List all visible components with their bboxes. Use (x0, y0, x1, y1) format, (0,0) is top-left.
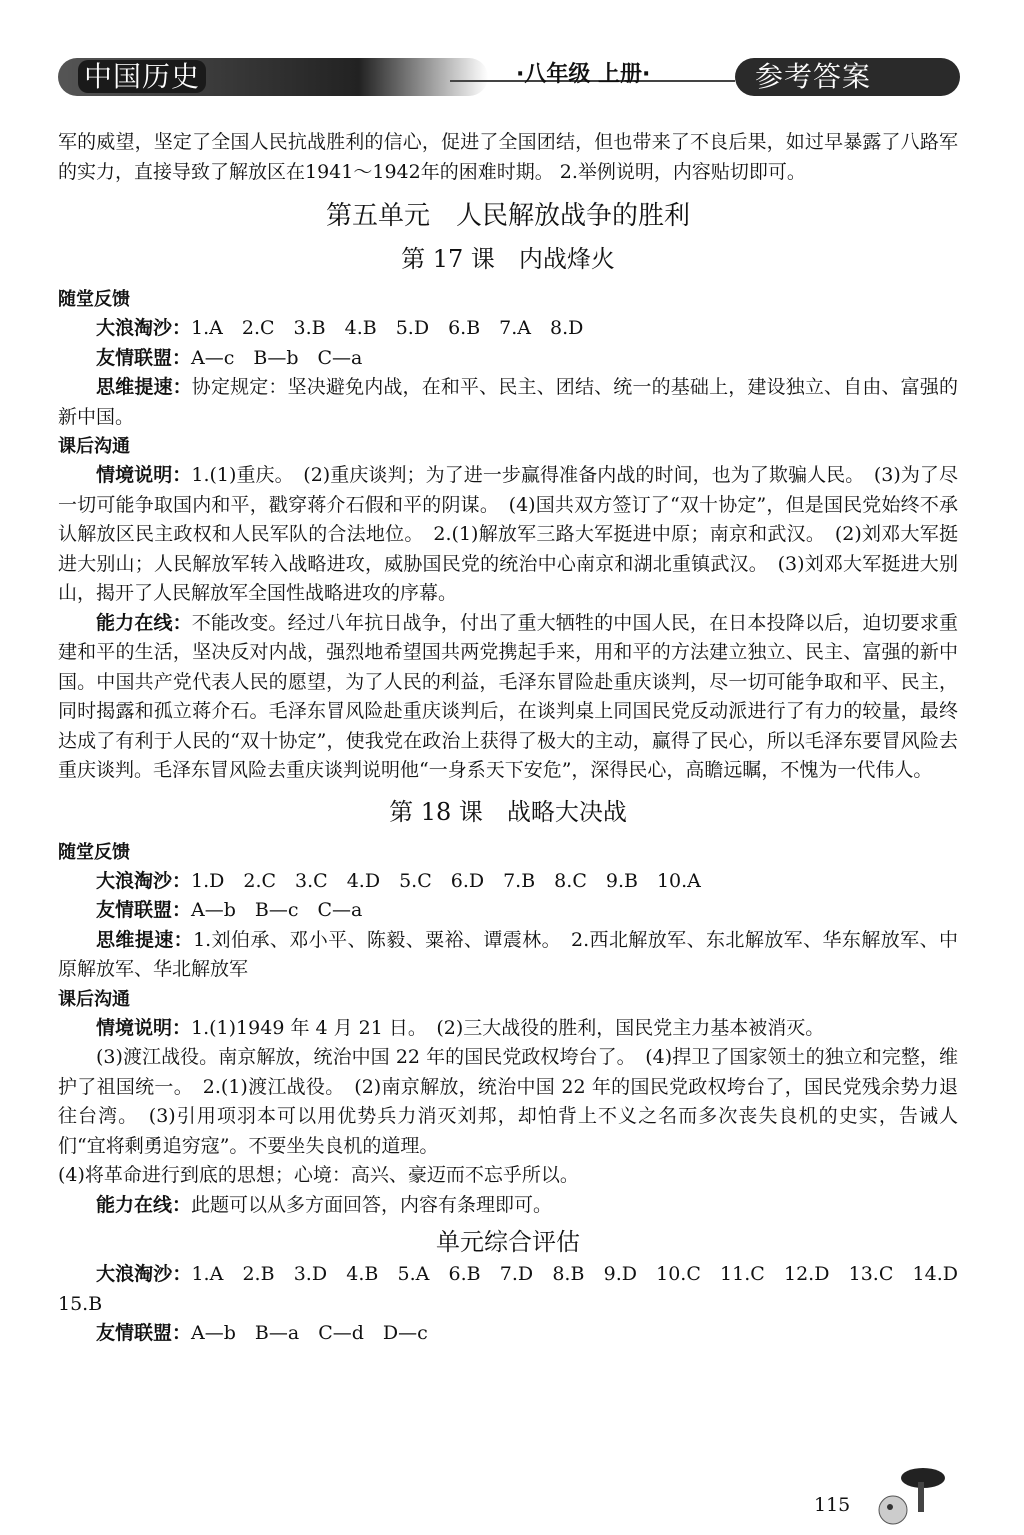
answer-line (58, 896, 958, 926)
answer-label: 大浪淘沙： (96, 317, 192, 339)
answer-text: 1.A 2.C 3.B 4.B 5.D 6.B 7.A 8.D (191, 317, 584, 339)
answer-line (58, 1191, 958, 1221)
answer-line (58, 1260, 977, 1319)
answer-text: A—b B—c C—a (191, 899, 363, 921)
answer-label: 情境说明： (96, 464, 192, 486)
answer-line (58, 1319, 958, 1349)
answer-line (58, 1014, 958, 1044)
answer-label: 友情联盟： (96, 1322, 192, 1344)
answer-text: A—b B—a C—d D—c (191, 1322, 428, 1344)
answer-label: 思维提速： (96, 928, 194, 951)
answer-line (58, 609, 958, 786)
page-number: 115 (814, 1494, 851, 1516)
section-heading: 随堂反馈 (58, 289, 130, 310)
answer-text: 1.D 2.C 3.C 4.D 5.C 6.D 7.B 8.C 9.B 10.A (191, 869, 701, 892)
answer-label: 友情联盟： (96, 346, 192, 369)
intro-paragraph: 军的威望，坚定了全国人民抗战胜利的信心，促进了全国团结，但也带来了不良后果，如过早暴露了八路军的实力，直接导致了解放区在1941～1942年的困难时期。 2.举例说明，内容贴切即可。 (58, 131, 958, 183)
lesson-17-title: 第 17 课 内战烽火 (401, 245, 615, 273)
answer-line (58, 314, 958, 344)
answer-text: (3)渡江战役。南京解放，统治中国 22 年的国民党政权垮台了。 (4)捍卫了国家领土的独立和完整，维护了祖国统一。 2.(1)渡江战役。 (2)南京解放，统治中国 22 年的国民党政权垮台了，国民党残余势力退往台湾。 (3)引用项羽本可以用优势兵力消灭刘邦，却怕背上不义之名而多次丧失良机的史实，告诫人们“宜将剩勇追穷寇”。不要坐失良机的道理。 (58, 1046, 958, 1157)
answer-line (58, 461, 958, 609)
answer-key-banner: 参考答案 (735, 58, 960, 96)
answer-line (58, 926, 958, 985)
section-heading: 课后沟通 (58, 436, 130, 457)
answer-text: 1.(1)1949 年 4 月 21 日。 (2)三大战役的胜利，国民党主力基本被消灭。 (191, 1016, 825, 1039)
answer-line (58, 373, 958, 432)
answer-label: 情境说明： (96, 1016, 192, 1039)
answer-label: 大浪淘沙： (96, 869, 192, 892)
answer-label: 大浪淘沙： (96, 1263, 192, 1285)
answer-label: 能力在线： (96, 611, 192, 634)
unit-title: 第五单元 人民解放战争的胜利 (325, 201, 690, 231)
answer-text: A—c B—b C—a (191, 346, 363, 369)
answer-line (58, 867, 958, 897)
answer-text: 1.刘伯承、邓小平、陈毅、粟裕、谭震林。 2.西北解放军、东北解放军、华东解放军、中原解放军、华北解放军 (58, 928, 958, 980)
answer-label: 能力在线： (96, 1193, 192, 1216)
answer-text: 协定规定：坚决避免内战，在和平、民主、团结、统一的基础上，建设独立、自由、富强的新中国。 (58, 376, 958, 428)
grade-label: ·八年级 上册· (516, 62, 651, 87)
section-heading: 课后沟通 (58, 988, 130, 1010)
answer-text: 1.(1)重庆。 (2)重庆谈判；为了进一步赢得准备内战的时间，也为了欺骗人民。 (3)为了尽一切可能争取国内和平，戳穿蒋介石假和平的阴谋。 (4)国共双方签订了“双十协定”，但是国民党始终不承认解放区民主政权和人民军队的合法地位。 2.(1)解放军三路大军挺进中原；南京和武汉。 (2)刘邓大军挺进大别山；人民解放军转入战略进攻，威胁国民党的统治中心南京和湖北重镇武汉。 (3)刘邓大军挺进大别山，揭开了人民解放军全国性战略进攻的序幕。 (58, 464, 958, 604)
answer-label: 友情联盟： (96, 899, 192, 921)
answer-text: 1.A 2.B 3.D 4.B 5.A 6.B 7.D 8.B 9.D 10.C 11.C 12.D 13.C 14.D 15.B (58, 1263, 977, 1315)
answer-text: (4)将革命进行到底的思想；心境：高兴、豪迈而不忘乎所以。 (58, 1164, 579, 1186)
section-heading: 随堂反馈 (58, 841, 130, 863)
answer-label: 思维提速： (96, 376, 192, 398)
answer-line (58, 344, 958, 374)
answer-text: 此题可以从多方面回答，内容有条理即可。 (191, 1193, 553, 1216)
answer-text: 不能改变。经过八年抗日战争，付出了重大牺牲的中国人民，在日本投降以后，迫切要求重建和平的生活，坚决反对内战，强烈地希望国共两党携起手来，用和平的方法建立独立、民主、富强的新中国。中国共产党代表人民的愿望，为了人民的利益，毛泽东冒险赴重庆谈判，尽一切可能争取和平、民主，同时揭露和孤立蒋介石。毛泽东冒风险赴重庆谈判后，在谈判桌上同国民党反动派进行了有力的较量，最终达成了有利于人民的“双十协定”，使我党在政治上获得了极大的主动，赢得了民心，所以毛泽东要冒风险去重庆谈判。毛泽东冒风险去重庆谈判说明他“一身系天下安危”，深得民心，高瞻远瞩，不愧为一代伟人。 (58, 611, 958, 781)
assessment-title: 单元综合评估 (436, 1228, 580, 1256)
page-header (0, 0, 1024, 110)
page-content (58, 128, 977, 1349)
book-title-banner (58, 58, 488, 96)
lesson-18-title: 第 18 课 战略大决战 (389, 797, 627, 826)
mushroom-decoration-icon (868, 1460, 948, 1530)
book-title: 中国历史 (78, 60, 206, 93)
